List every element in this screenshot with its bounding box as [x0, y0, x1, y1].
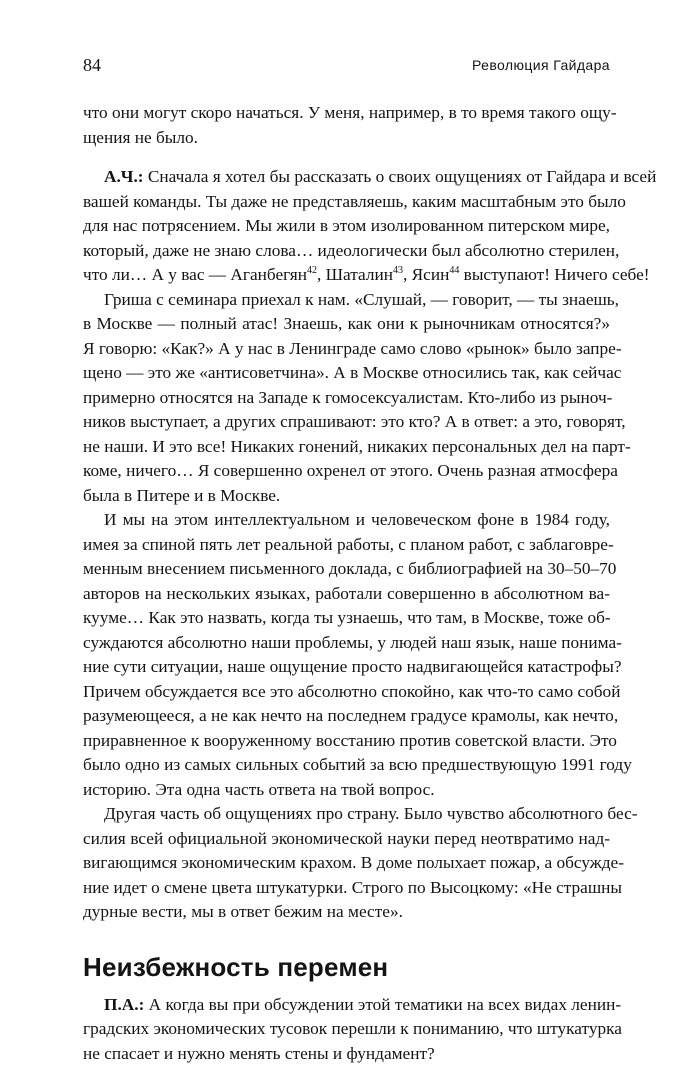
line-text: , Ясин [403, 265, 449, 284]
paragraph-continuation [83, 101, 610, 150]
page-number: 84 [83, 55, 101, 76]
text-line: для нас потрясением. Мы жили в этом изолированном питерском мире, [83, 214, 610, 239]
text-line: примерно относятся на Западе к гомосексуалистам. Кто-либо из рыноч- [83, 386, 610, 411]
body-text [83, 101, 610, 1066]
line-text: Сначала я хотел бы рассказать о своих ощущениях от Гайдара и всей [144, 167, 657, 186]
text-line: градских экономических тусовок перешли к пониманию, что штукатурка [83, 1017, 610, 1042]
text-line: в Москве — полный атас! Знаешь, как они к рыночникам относятся?» [83, 312, 610, 337]
text-line: была в Питере и в Москве. [83, 484, 610, 509]
footnote-ref-44: 44 [449, 265, 459, 276]
text-line: было одно из самых сильных событий за всю предшествующую 1991 году [83, 753, 610, 778]
text-line: коме, ничего… Я совершенно охренел от этого. Очень разная атмосфера [83, 459, 610, 484]
text-line: менным внесением письменного доклада, с библиографией на 30–50–70 [83, 557, 610, 582]
paragraph-grisha [83, 288, 610, 509]
line-text: выступают! Ничего себе! [459, 265, 649, 284]
text-line: Другая часть об ощущениях про страну. Было чувство абсолютного бес- [83, 802, 610, 827]
text-line: Я говорю: «Как?» А у нас в Ленинграде само слово «рынок» было запре- [83, 337, 610, 362]
text-line: щено — это же «антисоветчина». А в Москве относились так, как сейчас [83, 361, 610, 386]
line-text: , Шаталин [317, 265, 393, 284]
text-line: что они могут скоро начаться. У меня, например, в то время такого ощу- [83, 101, 610, 126]
text-line [83, 263, 610, 288]
page-header [83, 55, 610, 79]
text-line: вашей команды. Ты даже не представляешь, каким масштабным это было [83, 190, 610, 215]
text-line [83, 165, 610, 190]
line-text: что ли… А у вас — Аганбегян [83, 265, 307, 284]
text-line: силия всей официальной экономической науки перед неотвратимо над- [83, 827, 610, 852]
speaker-label: П.А.: [104, 995, 144, 1014]
text-line [83, 993, 610, 1018]
text-line: суждаются абсолютно наши проблемы, у людей наш язык, наше понима- [83, 631, 610, 656]
text-line: щения не было. [83, 126, 610, 151]
paragraph-ach-remark [83, 165, 610, 288]
speaker-label: А.Ч.: [104, 167, 144, 186]
running-title: Революция Гайдара [472, 57, 610, 73]
text-line: Гриша с семинара приехал к нам. «Слушай, — говорит, — ты знаешь, [83, 288, 610, 313]
footnote-ref-42: 42 [307, 265, 317, 276]
text-line: ников выступает, а других спрашивают: это кто? А в ответ: а это, говорят, [83, 410, 610, 435]
text-line: который, даже не знаю слова… идеологически был абсолютно стерилен, [83, 239, 610, 264]
text-line: вигающимся экономическим крахом. В доме полыхает пожар, а обсужде- [83, 851, 610, 876]
text-line: ние сути ситуации, наше ощущение просто надвигающейся катастрофы? [83, 655, 610, 680]
paragraph-pa-question [83, 993, 610, 1066]
text-line: Причем обсуждается все это абсолютно спокойно, как что-то само собой [83, 680, 610, 705]
text-line: дурные вести, мы в ответ бежим на месте». [83, 900, 610, 925]
text-line: приравненное к вооруженному восстанию против советской власти. Это [83, 729, 610, 754]
text-line: ние идет о смене цвета штукатурки. Строго по Высоцкому: «Не страшны [83, 876, 610, 901]
text-line: кууме… Как это назвать, когда ты узнаешь, что там, в Москве, тоже об- [83, 606, 610, 631]
line-text: А когда вы при обсуждении этой тематики на всех видах ленин- [144, 995, 621, 1014]
text-line: И мы на этом интеллектуальном и человеческом фоне в 1984 году, [83, 508, 610, 533]
text-line: не наши. И это все! Никаких гонений, никаких персональных дел на парт- [83, 435, 610, 460]
text-line: имея за спиной пять лет реальной работы, с планом работ, с заблаговре- [83, 533, 610, 558]
paragraph-country [83, 802, 610, 925]
text-line: авторов на нескольких языках, работали совершенно в абсолютном ва- [83, 582, 610, 607]
section-heading: Неизбежность перемен [83, 951, 610, 983]
text-line: историю. Эта одна часть ответа на твой вопрос. [83, 778, 610, 803]
text-line: не спасает и нужно менять стены и фундамент? [83, 1042, 610, 1066]
paragraph-1984 [83, 508, 610, 802]
text-line: разумеющееся, а не как нечто на последнем градусе крамолы, как нечто, [83, 704, 610, 729]
footnote-ref-43: 43 [393, 265, 403, 276]
